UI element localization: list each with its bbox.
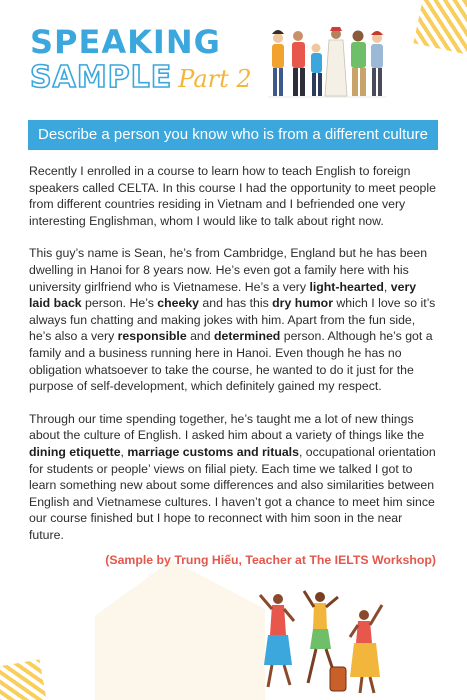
highlighted-phrase: determined xyxy=(214,329,281,344)
paragraph xyxy=(29,163,437,229)
text-segment: person. He’s xyxy=(81,296,158,311)
text-segment: person. Although he’s got a family and a business running here in Hanoi. Even though he has no obligation whatsoever to take the course, he wanted to do it just for the purpose of self-development, which definitely gained my respect. xyxy=(29,329,433,394)
text-segment: , occupational orientation for students or people’ views on filial piety. Each time we talked I got to learn something new about some differences and also similarities between English and Vietnamese cultures. I haven’t got a chance to meet him since our course finished but I hope to reconnect with him soon in the near future. xyxy=(29,444,436,542)
topic-banner: Describe a person you know who is from a different culture xyxy=(28,120,438,150)
highlighted-phrase: light-hearted xyxy=(309,279,384,294)
page-title xyxy=(30,24,252,96)
text-segment: Through our time spending together, he’s taught me a lot of new things about the culture of English. I asked him about a variety of things like the xyxy=(29,411,425,443)
paragraph xyxy=(29,411,437,544)
dancers-illustration xyxy=(258,587,386,697)
highlighted-phrase: cheeky xyxy=(157,296,200,311)
title-part: Part 2 xyxy=(178,65,252,93)
text-segment: and xyxy=(186,329,215,344)
text-segment: Recently I enrolled in a course to learn how to teach English to foreign speakers called CELTA. In this course I had the opportunity to meet people from different countries residing in Vietnam and I befriended one very interesting Englishman, whom I would like to talk about right now. xyxy=(29,164,436,228)
watermark-shape xyxy=(95,560,265,700)
text-segment: and has this xyxy=(199,296,273,311)
highlighted-phrase: very laid back xyxy=(29,279,417,311)
highlighted-phrase: dining etiquette xyxy=(29,444,121,459)
text-segment: This guy’s name is Sean, he’s from Cambridge, England but he has been dwelling in Hanoi for 8 years now. He’s even got a family here with his university girlfriend who is Vietnamese. He’s a very xyxy=(29,246,428,294)
paragraph xyxy=(29,245,437,394)
sample-credit: (Sample by Trung Hiếu, Teacher at The IELTS Workshop) xyxy=(105,553,436,567)
highlighted-phrase: dry humor xyxy=(272,296,333,311)
highlighted-phrase: responsible xyxy=(117,329,187,344)
text-segment: which I love so it’s always fun chatting and making jokes with him. Apart from the fun side, he’s also a very xyxy=(29,296,436,344)
text-segment: , xyxy=(120,444,128,459)
answer-text xyxy=(29,163,437,559)
title-speaking: SPEAKING xyxy=(30,23,221,61)
text-segment: , xyxy=(383,279,391,294)
decorative-stripes-top-right xyxy=(413,0,467,56)
title-sample: SAMPLE xyxy=(30,60,173,95)
diverse-people-illustration xyxy=(268,24,386,102)
decorative-stripes-bottom-left xyxy=(0,659,48,700)
highlighted-phrase: marriage customs and rituals xyxy=(127,444,299,459)
